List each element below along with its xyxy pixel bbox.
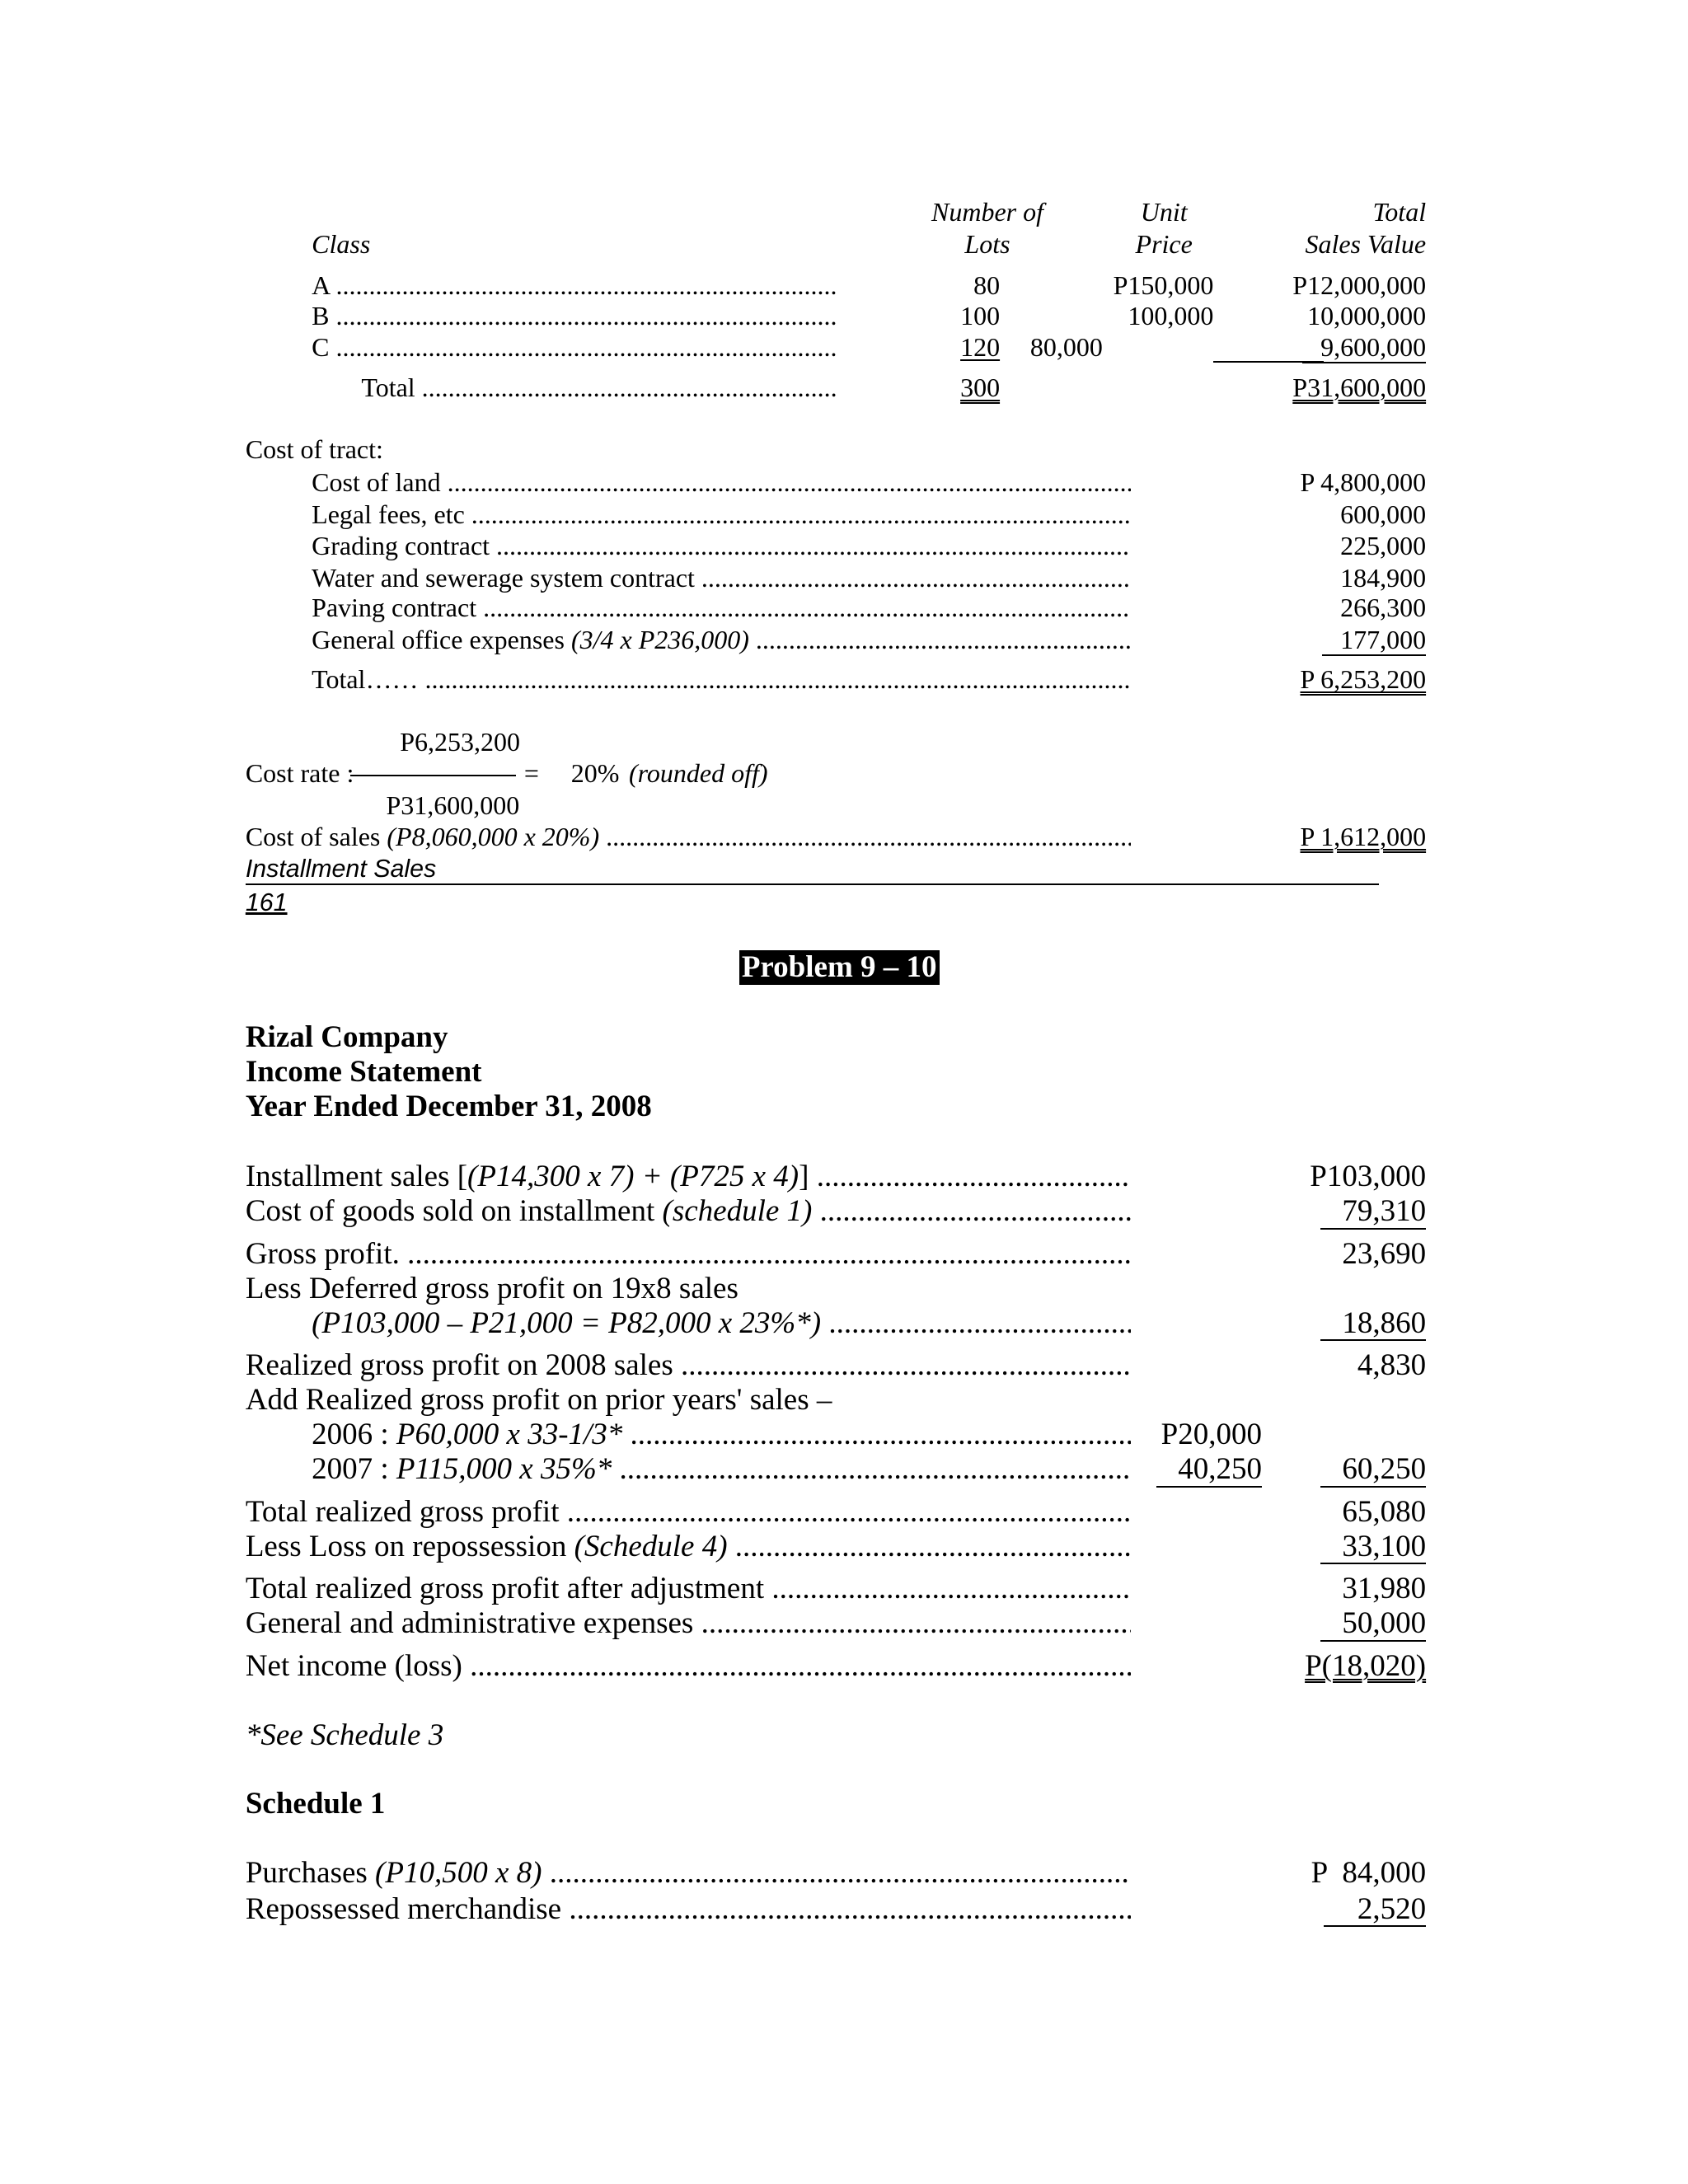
statement-amount-text: P103,000 — [1310, 1160, 1427, 1194]
cost-rate-denominator: P31,600,000 — [386, 790, 520, 820]
schedule-line-part: Purchases — [245, 1856, 376, 1891]
cost-amount — [1340, 563, 1426, 593]
statement-amount — [1342, 1572, 1426, 1607]
statement-line — [246, 1348, 1131, 1384]
statement-line-part: 2006 : — [312, 1418, 396, 1452]
cost-rate-note: (rounded off) — [628, 758, 768, 789]
cost-rate-equals: = — [523, 758, 539, 789]
unit-price-cell-text: P150,000 — [1113, 269, 1214, 300]
cost-amount-text: P 6,253,200 — [1300, 664, 1427, 695]
statement-line-part: Total realized gross profit — [245, 1494, 560, 1529]
schedule-amount — [1311, 1856, 1426, 1891]
cost-of-sales-amount-text: P 1,612,000 — [1300, 822, 1427, 852]
total-sales-cell-text: 9,600,000 — [1302, 334, 1426, 363]
cost-amount-text: 225,000 — [1340, 531, 1427, 561]
statement-line-part: Less Deferred gross profit on 19x8 sales — [245, 1271, 738, 1305]
cost-item — [312, 467, 1131, 498]
running-title: Installment Sales — [246, 855, 1379, 885]
total-sales-cell — [1302, 332, 1426, 363]
schedule-amount — [1324, 1892, 1426, 1928]
header-price: Unit — [1140, 197, 1188, 227]
schedule-amount-text: P 84,000 — [1311, 1856, 1427, 1891]
statement-amount-text: 4,830 — [1357, 1348, 1427, 1383]
cost-item-part: General office expenses — [312, 624, 571, 654]
statement-line — [246, 1194, 1131, 1230]
class-header: Class — [312, 228, 371, 259]
footnote: *See Schedule 3 — [245, 1718, 444, 1752]
statement-amount-text: 18,860 — [1320, 1308, 1426, 1342]
lots-cell — [960, 301, 1000, 331]
cost-amount — [1300, 467, 1426, 498]
statement-line-part: Cost of goods sold on installment — [245, 1193, 663, 1228]
total-sales-cell-text: P31,600,000 — [1292, 372, 1427, 402]
statement-title: Income Statement — [245, 1055, 482, 1089]
statement-amount — [1305, 1649, 1426, 1685]
table-row-label: Total ..... — [361, 373, 836, 403]
cost-item — [312, 499, 1131, 530]
rule-line — [1213, 361, 1324, 363]
schedule-line — [246, 1856, 1131, 1891]
lots-cell — [973, 270, 1000, 301]
statement-line-part: P115,000 x 35%* — [396, 1451, 612, 1486]
cost-item — [312, 625, 1131, 655]
table-row-label: A ..... — [312, 270, 836, 301]
schedule-line-part: (P10,500 x 8) — [375, 1856, 542, 1891]
unit-price-cell — [1114, 270, 1214, 301]
statement-line — [246, 1606, 1131, 1642]
lots-cell — [960, 373, 1000, 403]
statement-amount-text: 33,100 — [1320, 1531, 1426, 1565]
statement-amount-text: P(18,020) — [1305, 1649, 1427, 1684]
cost-amount — [1340, 499, 1426, 530]
problem-title: Problem 9 – 10 — [739, 950, 940, 986]
header-lots: Lots — [964, 228, 1010, 259]
statement-mid-amount — [1161, 1418, 1262, 1453]
cost-item — [312, 664, 1131, 695]
total-sales-cell — [1292, 373, 1426, 403]
cost-of-tract-heading: Cost of tract: — [245, 434, 383, 465]
company-name: Rizal Company — [245, 1020, 448, 1055]
cost-item-part: Water and sewerage system contract — [312, 562, 695, 593]
statement-line-part: (P103,000 – P21,000 = P82,000 x 23%*) — [312, 1305, 822, 1340]
statement-line — [246, 1272, 1131, 1307]
statement-line — [246, 1495, 1131, 1530]
statement-line-part: Realized gross profit on 2008 sales — [245, 1348, 673, 1383]
statement-line — [246, 1160, 1131, 1195]
statement-amount-text: 50,000 — [1320, 1608, 1426, 1642]
cost-amount-text: 266,300 — [1340, 593, 1427, 623]
cost-of-sales-amount — [1300, 822, 1426, 852]
statement-line — [246, 1237, 1131, 1272]
cost-amount-text: 177,000 — [1322, 626, 1426, 656]
cost-item-part: Grading contract — [312, 531, 490, 561]
statement-line-part: Net income (loss) — [245, 1649, 462, 1684]
statement-line — [312, 1306, 1131, 1342]
fraction-bar — [350, 775, 516, 776]
cost-item-part: Legal fees, etc — [312, 499, 465, 529]
statement-line-part: ] — [799, 1160, 809, 1194]
cost-amount-text: 600,000 — [1340, 499, 1427, 529]
lots-cell-text: 300 — [960, 372, 1001, 402]
statement-amount — [1357, 1348, 1426, 1384]
statement-line — [246, 1572, 1131, 1607]
statement-line-part: Gross profit. — [245, 1236, 408, 1271]
total-sales-cell — [1292, 270, 1426, 301]
statement-line-part: Less Loss on repossession — [245, 1529, 574, 1563]
cost-rate-result: 20% — [570, 758, 620, 789]
header-lots: Number of — [931, 197, 1043, 227]
cost-of-sales — [246, 822, 1131, 852]
cost-amount — [1340, 593, 1426, 623]
total-sales-cell — [1307, 301, 1426, 331]
statement-line — [312, 1418, 1131, 1453]
note-cell: 80,000 — [1029, 332, 1103, 363]
unit-price-cell — [1128, 301, 1213, 331]
statement-amount-text: 23,690 — [1342, 1236, 1427, 1271]
statement-amount-text: 31,980 — [1342, 1572, 1427, 1606]
lots-cell — [960, 332, 1000, 363]
statement-line-part: Add Realized gross profit on prior years' sales – — [245, 1383, 832, 1418]
cost-item — [312, 593, 1131, 623]
statement-amount — [1320, 1306, 1426, 1342]
lots-cell-text: 100 — [960, 300, 1001, 330]
statement-line — [246, 1530, 1131, 1565]
statement-line-part: General and administrative expenses — [245, 1606, 694, 1641]
statement-line-part: (Schedule 4) — [574, 1529, 728, 1563]
lots-cell-text: 120 — [960, 332, 1001, 363]
cost-of-sales-part: Cost of sales — [245, 822, 387, 852]
statement-line-part: Installment sales [ — [245, 1160, 468, 1194]
statement-amount-text: 79,310 — [1320, 1196, 1426, 1230]
total-sales-cell-text: P12,000,000 — [1292, 269, 1427, 300]
statement-line — [246, 1383, 1131, 1418]
statement-mid-amount-text: P20,000 — [1160, 1418, 1262, 1452]
statement-line-part: Total realized gross profit after adjustment — [245, 1572, 765, 1606]
table-row-label: C ..... — [312, 332, 836, 363]
cost-item-part: Paving contract — [312, 593, 477, 623]
header-total: Total — [1372, 197, 1427, 227]
cost-item-part: Total…… — [312, 664, 419, 695]
statement-amount — [1320, 1194, 1426, 1230]
cost-rate-label: Cost rate : — [245, 758, 354, 789]
table-row-label: B ..... — [312, 301, 836, 331]
statement-line — [246, 1649, 1131, 1685]
cost-of-sales-part: (P8,060,000 x 20%) — [387, 822, 600, 852]
statement-amount — [1320, 1530, 1426, 1565]
schedule-line-part: Repossessed merchandise — [245, 1891, 562, 1926]
statement-line-part: (P14,300 x 7) + (P725 x 4) — [467, 1160, 799, 1194]
cost-item — [312, 563, 1131, 593]
header-price: Price — [1135, 228, 1193, 259]
statement-amount-text: 60,250 — [1320, 1454, 1426, 1488]
statement-mid-amount — [1156, 1452, 1262, 1488]
cost-rate-numerator: P6,253,200 — [400, 726, 521, 757]
cost-item-part: Cost of land — [312, 467, 441, 498]
page-number: 161 — [245, 888, 288, 916]
unit-price-cell-text: 100,000 — [1128, 300, 1214, 330]
lots-cell-text: 80 — [973, 269, 1001, 300]
cost-item — [312, 531, 1131, 561]
statement-mid-amount-text: 40,250 — [1156, 1454, 1262, 1488]
total-sales-cell-text: 10,000,000 — [1307, 300, 1427, 330]
statement-amount — [1342, 1495, 1426, 1530]
statement-amount-text: 65,080 — [1342, 1494, 1427, 1529]
schedule-title: Schedule 1 — [245, 1787, 386, 1821]
cost-item-part: (3/4 x P236,000) — [570, 624, 749, 654]
statement-line-part: P60,000 x 33-1/3* — [396, 1418, 623, 1452]
cost-amount-text: 184,900 — [1340, 562, 1427, 593]
cost-amount — [1340, 531, 1426, 561]
statement-line-part: 2007 : — [312, 1451, 396, 1486]
statement-line-part: (schedule 1) — [662, 1193, 813, 1228]
schedule-line — [246, 1892, 1131, 1928]
schedule-amount-text: 2,520 — [1324, 1894, 1426, 1928]
cost-amount — [1322, 625, 1426, 656]
cost-amount — [1300, 664, 1426, 695]
statement-amount — [1342, 1237, 1426, 1272]
statement-period: Year Ended December 31, 2008 — [245, 1089, 652, 1123]
header-total: Sales Value — [1305, 228, 1427, 259]
cost-amount-text: P 4,800,000 — [1300, 467, 1427, 498]
statement-line — [312, 1452, 1131, 1488]
statement-amount — [1320, 1606, 1426, 1642]
statement-amount — [1320, 1452, 1426, 1488]
statement-amount — [1310, 1160, 1426, 1195]
